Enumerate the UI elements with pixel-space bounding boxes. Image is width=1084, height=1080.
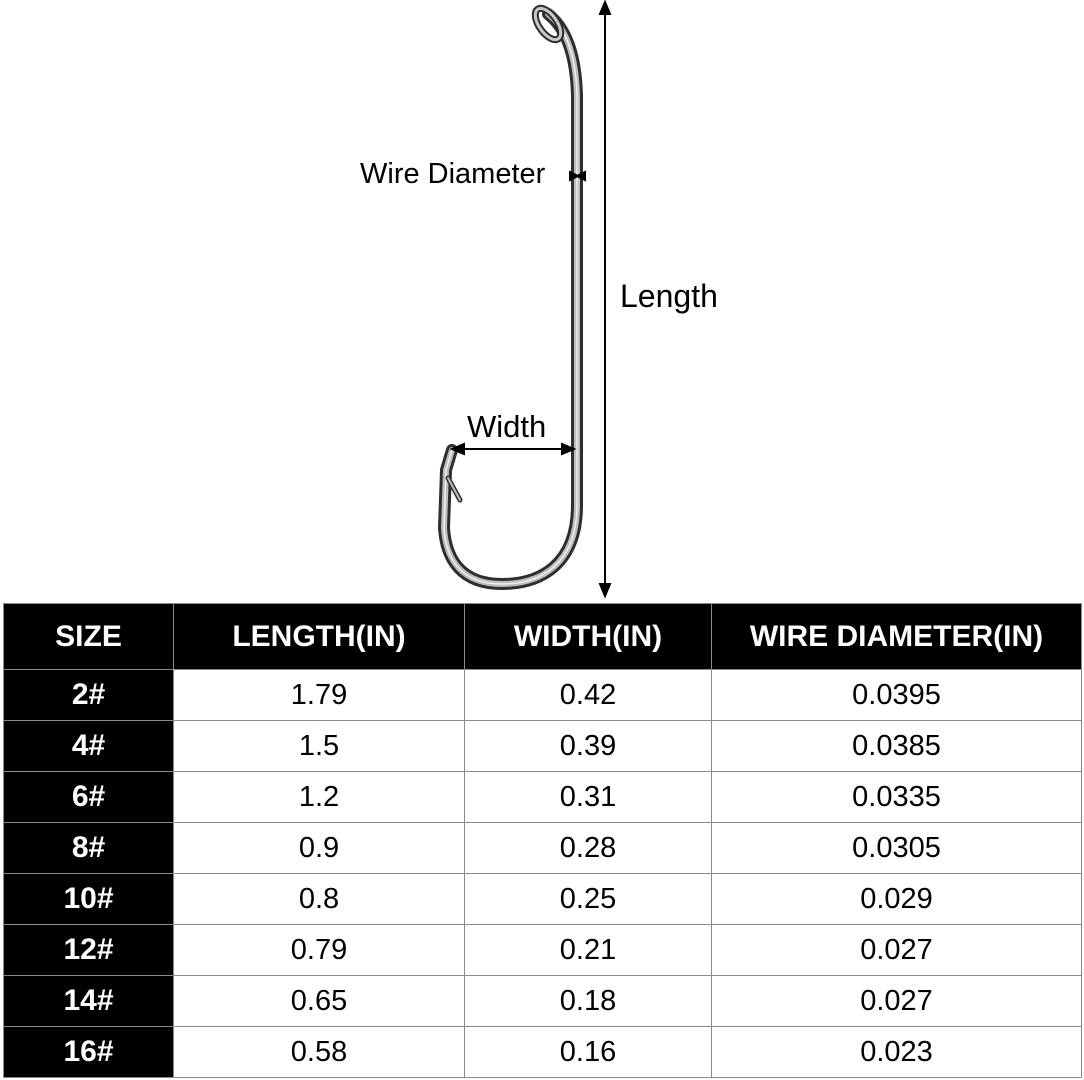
wire-diameter-label: Wire Diameter xyxy=(360,158,546,190)
hook-size-table xyxy=(3,603,1082,1078)
cell-width: 0.39 xyxy=(465,721,712,772)
cell-length: 1.79 xyxy=(174,670,465,721)
cell-size: 4# xyxy=(4,721,174,772)
cell-wire-diameter: 0.0385 xyxy=(712,721,1082,772)
column-header-length: LENGTH(IN) xyxy=(174,604,465,670)
hook-icon xyxy=(444,4,577,584)
cell-size: 16# xyxy=(4,1027,174,1078)
table-row xyxy=(4,874,1082,925)
length-label: Length xyxy=(620,278,718,314)
cell-wire-diameter: 0.0305 xyxy=(712,823,1082,874)
cell-length: 0.9 xyxy=(174,823,465,874)
cell-wire-diameter: 0.027 xyxy=(712,925,1082,976)
cell-length: 1.2 xyxy=(174,772,465,823)
table-row xyxy=(4,925,1082,976)
column-header-size: SIZE xyxy=(4,604,174,670)
column-header-wire-diameter: WIRE DIAMETER(IN) xyxy=(712,604,1082,670)
cell-width: 0.42 xyxy=(465,670,712,721)
cell-width: 0.31 xyxy=(465,772,712,823)
cell-size: 12# xyxy=(4,925,174,976)
cell-width: 0.18 xyxy=(465,976,712,1027)
table-row xyxy=(4,772,1082,823)
table-row xyxy=(4,721,1082,772)
length-arrow xyxy=(600,2,610,596)
cell-width: 0.16 xyxy=(465,1027,712,1078)
cell-length: 0.58 xyxy=(174,1027,465,1078)
cell-wire-diameter: 0.0335 xyxy=(712,772,1082,823)
cell-wire-diameter: 0.0395 xyxy=(712,670,1082,721)
cell-size: 6# xyxy=(4,772,174,823)
cell-length: 0.79 xyxy=(174,925,465,976)
table-row xyxy=(4,976,1082,1027)
cell-wire-diameter: 0.023 xyxy=(712,1027,1082,1078)
cell-size: 14# xyxy=(4,976,174,1027)
column-header-width: WIDTH(IN) xyxy=(465,604,712,670)
table-row xyxy=(4,1027,1082,1078)
cell-width: 0.28 xyxy=(465,823,712,874)
table-header-row xyxy=(4,604,1082,670)
width-arrow xyxy=(452,444,574,454)
cell-length: 0.65 xyxy=(174,976,465,1027)
cell-length: 0.8 xyxy=(174,874,465,925)
table-row xyxy=(4,823,1082,874)
width-label: Width xyxy=(467,409,547,444)
cell-wire-diameter: 0.029 xyxy=(712,874,1082,925)
cell-size: 2# xyxy=(4,670,174,721)
table-row xyxy=(4,670,1082,721)
cell-length: 1.5 xyxy=(174,721,465,772)
cell-size: 8# xyxy=(4,823,174,874)
cell-width: 0.21 xyxy=(465,925,712,976)
cell-width: 0.25 xyxy=(465,874,712,925)
cell-wire-diameter: 0.027 xyxy=(712,976,1082,1027)
cell-size: 10# xyxy=(4,874,174,925)
